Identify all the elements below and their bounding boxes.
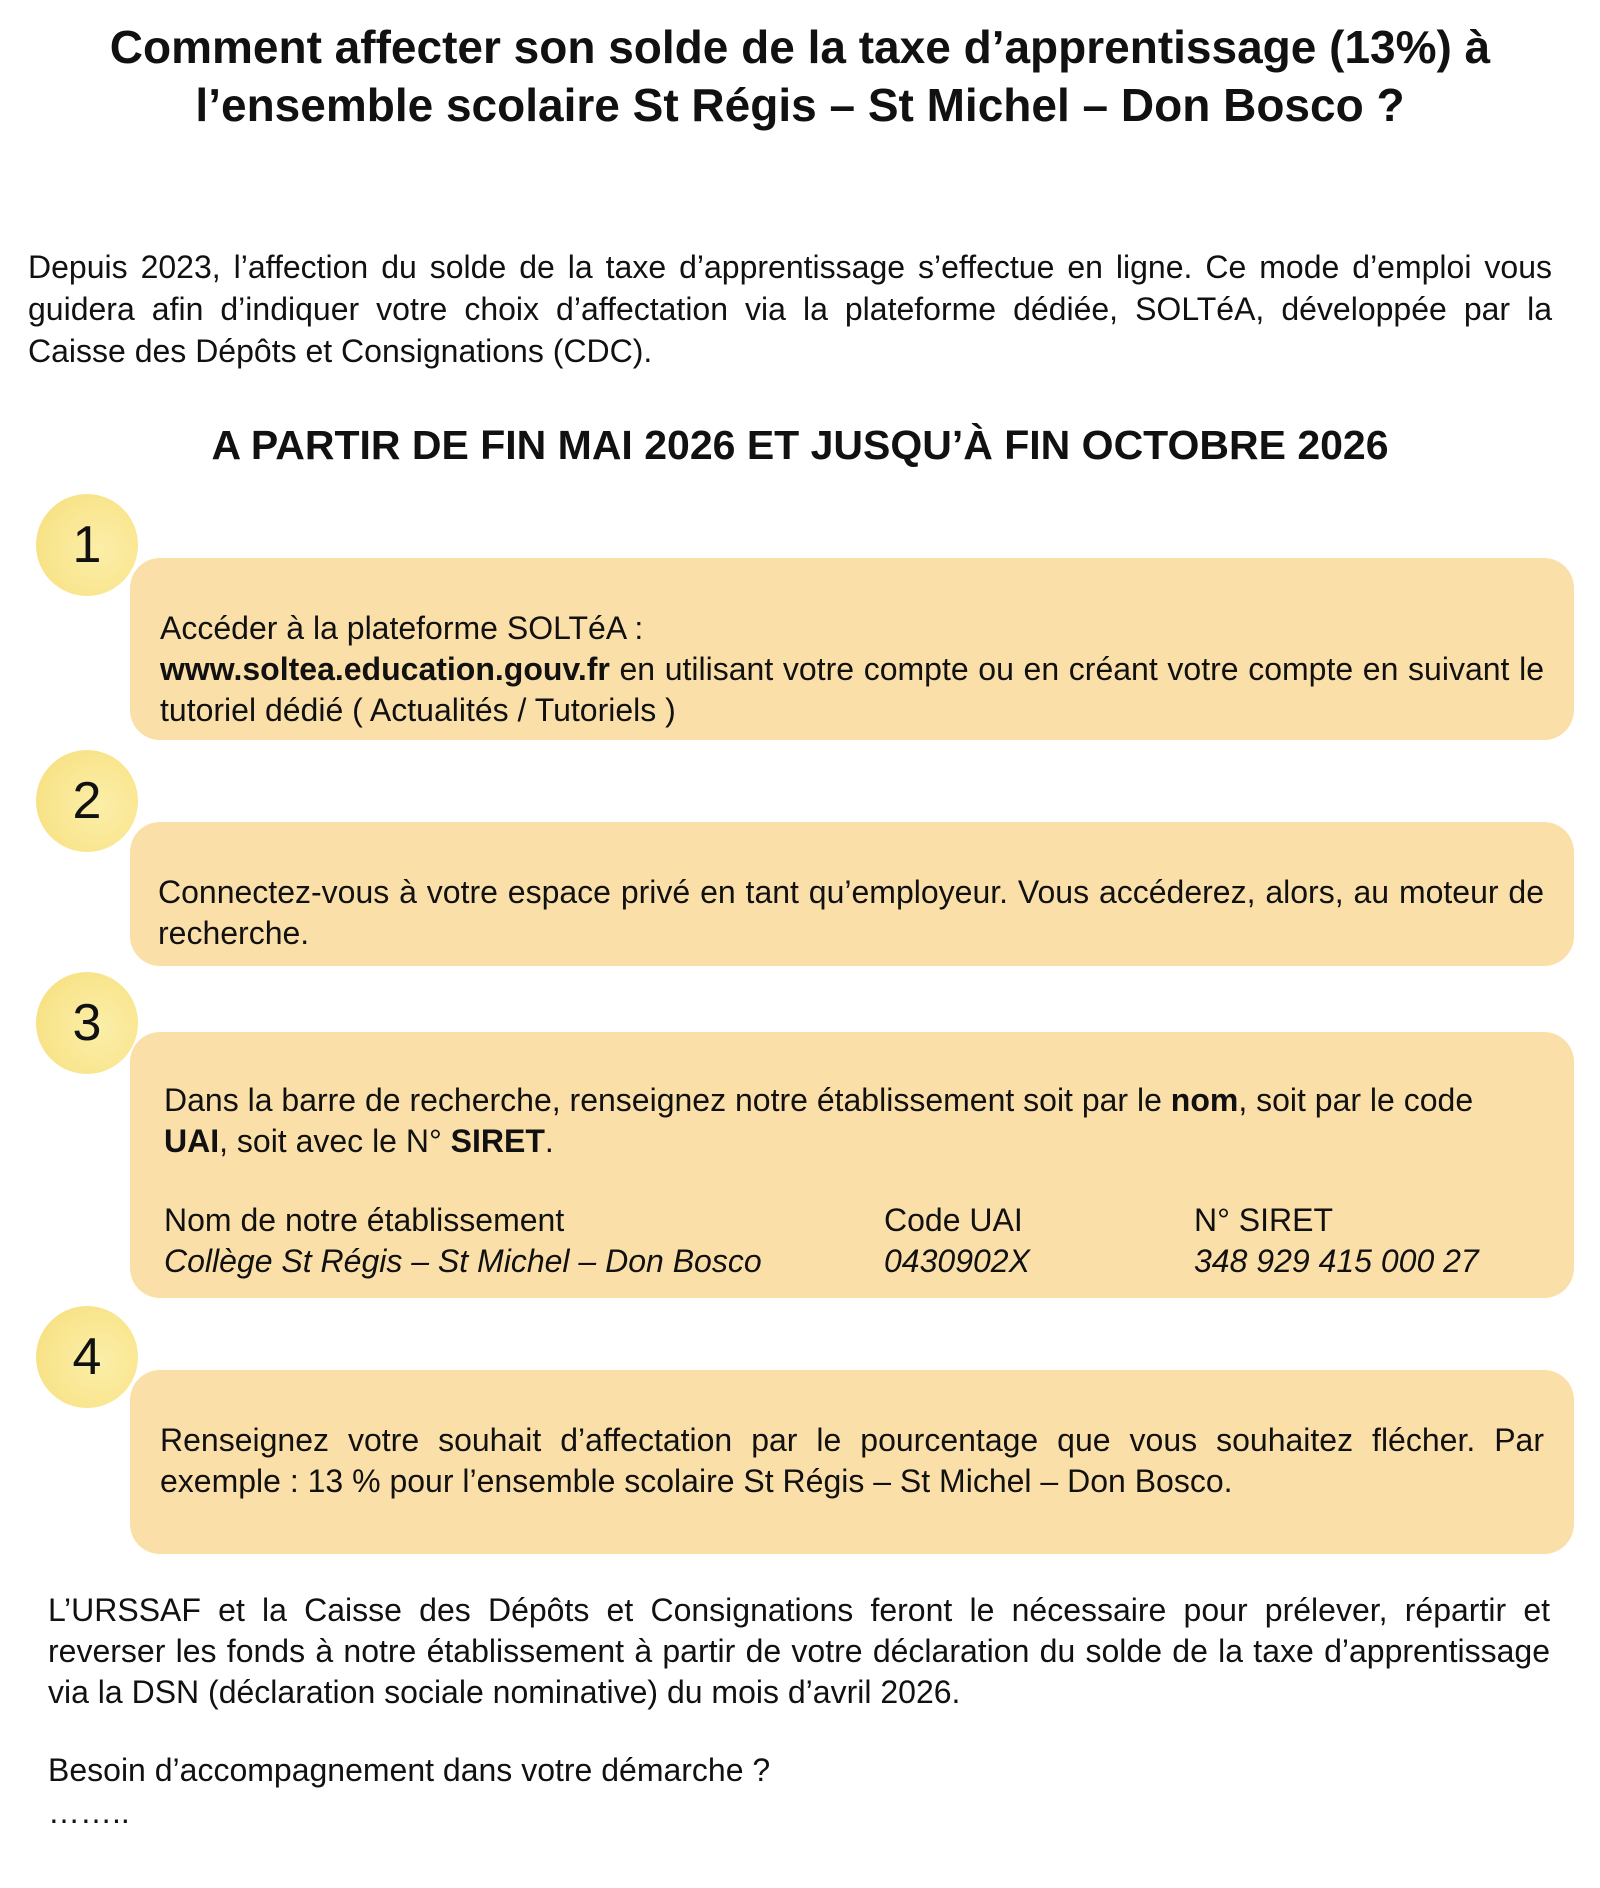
keyword-nom: nom <box>1170 1082 1239 1118</box>
step-2-box <box>130 822 1574 966</box>
info-col-siret <box>1194 1200 1479 1282</box>
info-col-uai <box>884 1200 1194 1282</box>
step-1-text <box>160 649 1544 731</box>
keyword-uai: UAI <box>164 1123 220 1159</box>
page-title: Comment affecter son solde de la taxe d’apprentissage (13%) à l’ensemble scolaire St Régis – St Michel – Don Bosco ? <box>109 21 1491 131</box>
step-2-badge: 2 <box>36 750 138 852</box>
name-value: Collège St Régis – St Michel – Don Bosco <box>164 1243 762 1279</box>
footer-paragraph <box>48 1590 1550 1713</box>
keyword-siret: SIRET <box>450 1123 545 1159</box>
help-question: Besoin d’accompagnement dans votre démarche ? <box>48 1752 771 1788</box>
step-1-badge: 1 <box>36 494 138 596</box>
step-2-text: Connectez-vous à votre espace privé en tant qu’employeur. Vous accéderez, alors, au moteur de recherche. <box>158 874 1544 951</box>
step-1-intro: Accéder à la plateforme SOLTéA : <box>160 610 644 646</box>
name-label: Nom de notre établissement <box>164 1202 565 1238</box>
soltea-link[interactable]: www.soltea.education.gouv.fr <box>160 651 610 687</box>
info-col-name <box>164 1200 884 1282</box>
uai-label: Code UAI <box>884 1202 1023 1238</box>
intro-paragraph: Depuis 2023, l’affection du solde de la taxe d’apprentissage s’effectue en ligne. Ce mode d’emploi vous guidera afin d’indiquer votre choix d’affectation via la plateforme dédiée, SOLTéA, développée par la Caisse des Dépôts et Consignations (CDC). <box>28 249 1552 369</box>
ellipsis-placeholder: …….. <box>48 1794 130 1830</box>
step-4-text: Renseignez votre souhait d’affectation par le pourcentage que vous souhaitez flécher. Par exemple : 13 % pour l’ensemble scolaire St Régis – St Michel – Don Bosco. <box>160 1422 1544 1499</box>
step-1-rest: en utilisant votre compte ou en créant votre compte en suivant le tutoriel dédié ( Actualités / Tutoriels ) <box>160 651 1544 728</box>
footer-text: L’URSSAF et la Caisse des Dépôts et Consignations feront le nécessaire pour prélever, répartir et reverser les fonds à notre établissement à partir de votre déclaration du solde de la taxe d’apprentissage via la DSN (déclaration sociale nominative) du mois d’avril 2026. <box>48 1592 1550 1710</box>
step-3-text: Dans la barre de recherche, renseignez notre établissement soit par le nom, soit par le code UAI, soit avec le N° SIRET. <box>164 1082 1474 1159</box>
step-1-box <box>130 558 1574 740</box>
step-4-badge: 4 <box>36 1306 138 1408</box>
deadline-heading: A PARTIR DE FIN MAI 2026 ET JUSQU’À FIN OCTOBRE 2026 <box>211 422 1389 468</box>
uai-value: 0430902X <box>884 1243 1030 1279</box>
step-3-box <box>130 1032 1574 1298</box>
step-3-badge: 3 <box>36 972 138 1074</box>
siret-value: 348 929 415 000 27 <box>1194 1243 1479 1279</box>
siret-label: N° SIRET <box>1194 1202 1334 1238</box>
establishment-info-table <box>164 1200 1534 1282</box>
step-4-box <box>130 1370 1574 1554</box>
